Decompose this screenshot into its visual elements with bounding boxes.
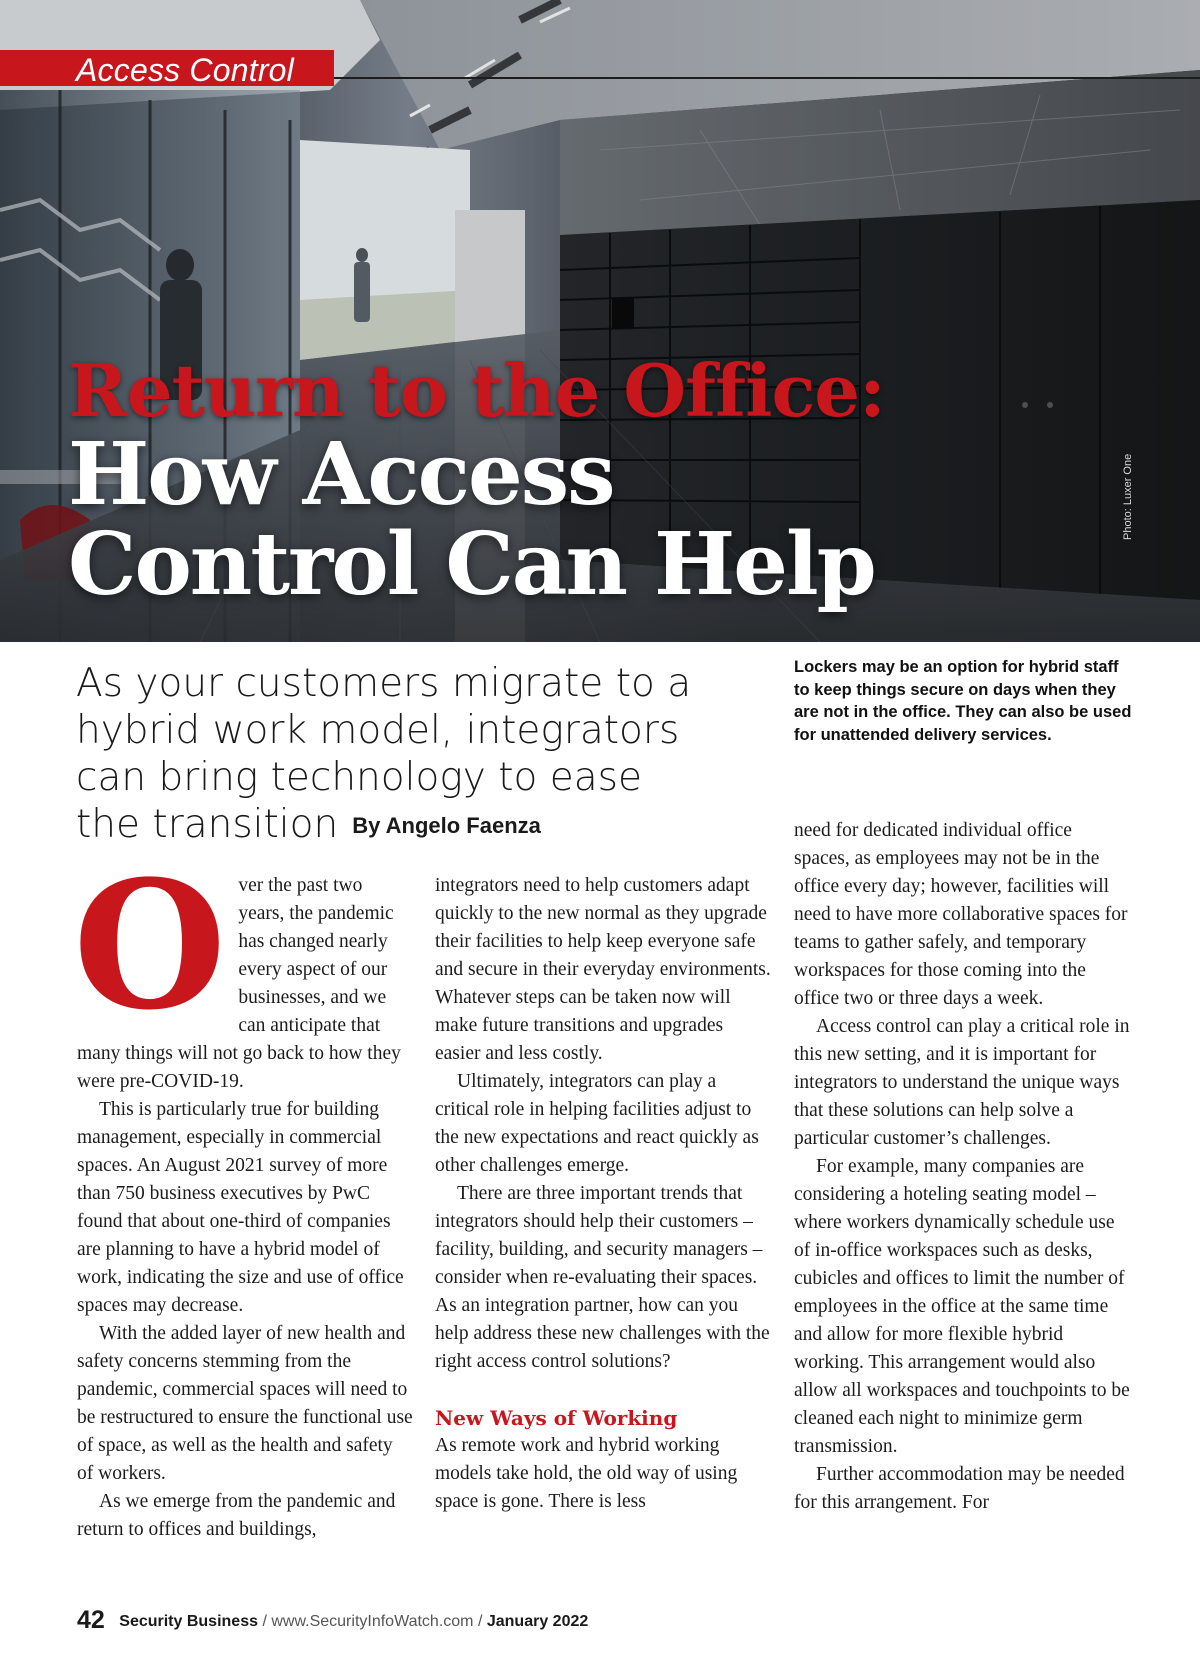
deck <box>76 660 716 849</box>
page-footer <box>77 1606 588 1635</box>
section-tab-label: Access Control <box>76 52 294 88</box>
publication-name: Security Business <box>119 1613 258 1630</box>
paragraph: This is particularly true for building management, especially in commercial spaces. An August 2021 survey of more than 750 business executives by PwC found that about one-third of companies are planning to have a hybrid model of work, indicating the size and use of office spaces may decrease. <box>77 1099 404 1316</box>
website-link[interactable]: www.SecurityInfoWatch.com <box>271 1613 474 1630</box>
paragraph: Further accommodation may be needed for this arrangement. For <box>794 1464 1125 1513</box>
paragraph: With the added layer of new health and safety concerns stemming from the pandemic, commercial spaces will need to be restructured to ensure the functional use of space, as well as the health and safety of workers. <box>77 1323 413 1484</box>
paragraph: Access control can play a critical role in this new setting, and it is important for integrators to understand the unique ways that these solutions can help solve a particular customer’s challenges. <box>794 1016 1130 1149</box>
body-column-2 <box>435 872 771 1516</box>
footer-separator: / <box>477 1613 483 1630</box>
headline-kicker: Return to the Office: <box>68 348 885 433</box>
paragraph: integrators need to help customers adapt quickly to the new normal as they upgrade their facilities to help keep everyone safe and secure in their everyday environments. Whatever steps can be taken now will make future transitions and upgrades easier and less costly. <box>435 875 771 1064</box>
page-number: 42 <box>77 1606 105 1634</box>
deck-text: As your customers migrate to a hybrid work model, integrators can bring technology to ease the transition <box>76 661 692 847</box>
subheading: New Ways of Working <box>435 1406 678 1430</box>
photo-caption: Lockers may be an option for hybrid staff to keep things secure on days when they are not in the office. They can also be used for unattended delivery services. <box>794 658 1132 744</box>
paragraph: For example, many companies are considering a hoteling seating model – where workers dynamically schedule use of in-office workspaces such as desks, cubicles and offices to limit the number of employees in the office at the same time and allow for more flexible hybrid working. This arrangement would also allow all workspaces and touchpoints to be cleaned each night to minimize germ transmission. <box>794 1156 1130 1457</box>
paragraph: Ultimately, integrators can play a critical role in helping facilities adjust to the new expectations and react quickly as other challenges emerge. <box>435 1071 759 1176</box>
paragraph: need for dedicated individual office spaces, as employees may not be in the office every day; however, facilities will need to have more collaborative spaces for teams to gather safely, and temporary workspaces for those coming into the office two or three days a week. <box>794 820 1128 1009</box>
paragraph: ver the past two years, the pandemic has changed nearly every aspect of our businesses, and we can anticipate that many things will not go back to how they were pre-COVID-19. <box>77 875 401 1092</box>
body-column-3 <box>794 817 1130 1517</box>
paragraph: As remote work and hybrid working models take hold, the old way of using space is gone. There is less <box>435 1435 738 1512</box>
headline <box>68 424 875 615</box>
footer-separator: / <box>262 1613 267 1630</box>
section-rule <box>334 77 1200 79</box>
body-column-1 <box>73 842 413 1544</box>
headline-line: Control Can Help <box>68 514 875 615</box>
section-tab <box>0 50 334 86</box>
byline: By Angelo Faenza <box>352 813 541 838</box>
paragraph: As we emerge from the pandemic and return to offices and buildings, <box>77 1491 396 1540</box>
photo-credit: Photo: Luxer One <box>1122 453 1134 540</box>
issue-date: January 2022 <box>486 1613 589 1630</box>
drop-cap: O <box>73 842 227 1049</box>
paragraph: There are three important trends that integrators should help their customers – facility, building, and security managers – consider when re-evaluating their spaces. As an integration partner, how can you help address these new challenges with the right access control solutions? <box>435 1183 770 1372</box>
headline-line: How Access <box>68 424 614 525</box>
hero-photo <box>0 0 1200 642</box>
